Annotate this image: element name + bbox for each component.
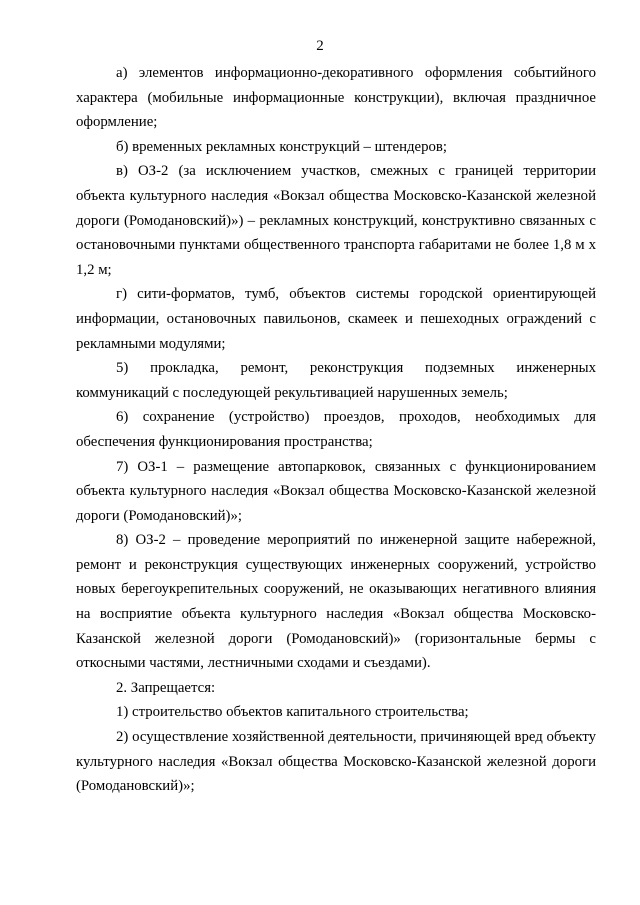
prohibited-item-2: 2) осуществление хозяйственной деятельности, причиняющей вред объекту культурного наследия «Вокзал общества Московско-Казанской железной дороги (Ромодановский)»;	[76, 729, 596, 795]
paragraph-item-7: 7) ОЗ-1 – размещение автопарковок, связанных с функционированием объекта культурного наследия «Вокзал общества Московско-Казанской железной дороги (Ромодановский)»;	[76, 458, 596, 524]
prohibited-item-1: 1) строительство объектов капитального строительства;	[116, 704, 469, 721]
paragraph-item-a: а) элементов информационно-декоративного оформления событийного характера (мобильные информационные конструкции), включая праздничное оформление;	[76, 65, 596, 131]
paragraph-item-b: б) временных рекламных конструкций – штендеров;	[116, 138, 447, 155]
document-body	[76, 61, 596, 799]
paragraph-item-g: г) сити-форматов, тумб, объектов системы городской ориентирующей информации, остановочных павильонов, скамеек и пешеходных ограждений с рекламными модулями;	[76, 286, 596, 352]
section-heading-prohibited: 2. Запрещается:	[116, 679, 216, 696]
paragraph-item-v: в) ОЗ-2 (за исключением участков, смежных с границей территории объекта культурного наследия «Вокзал общества Московско-Казанской железной дороги (Ромодановский)») – рекламных конструкций, конструктивно связанных с остановочными пунктами общественного транспорта габаритами не более 1,8 м х 1,2 м;	[76, 163, 596, 278]
paragraph-item-5: 5) прокладка, ремонт, реконструкция подземных инженерных коммуникаций с последующей рекультивацией нарушенных земель;	[76, 360, 596, 401]
paragraph-item-8: 8) ОЗ-2 – проведение мероприятий по инженерной защите набережной, ремонт и реконструкция существующих инженерных сооружений, устройство новых берегоукрепительных сооружений, не оказывающих негативного влияния на восприятие объекта культурного наследия «Вокзал общества Московско-Казанской железной дороги (Ромодановский)» (горизонтальные бермы с откосными частями, лестничными сходами и съездами).	[76, 532, 596, 672]
paragraph-item-6: 6) сохранение (устройство) проездов, проходов, необходимых для обеспечения функционирования пространства;	[76, 409, 596, 450]
page-number: 2	[316, 38, 324, 54]
